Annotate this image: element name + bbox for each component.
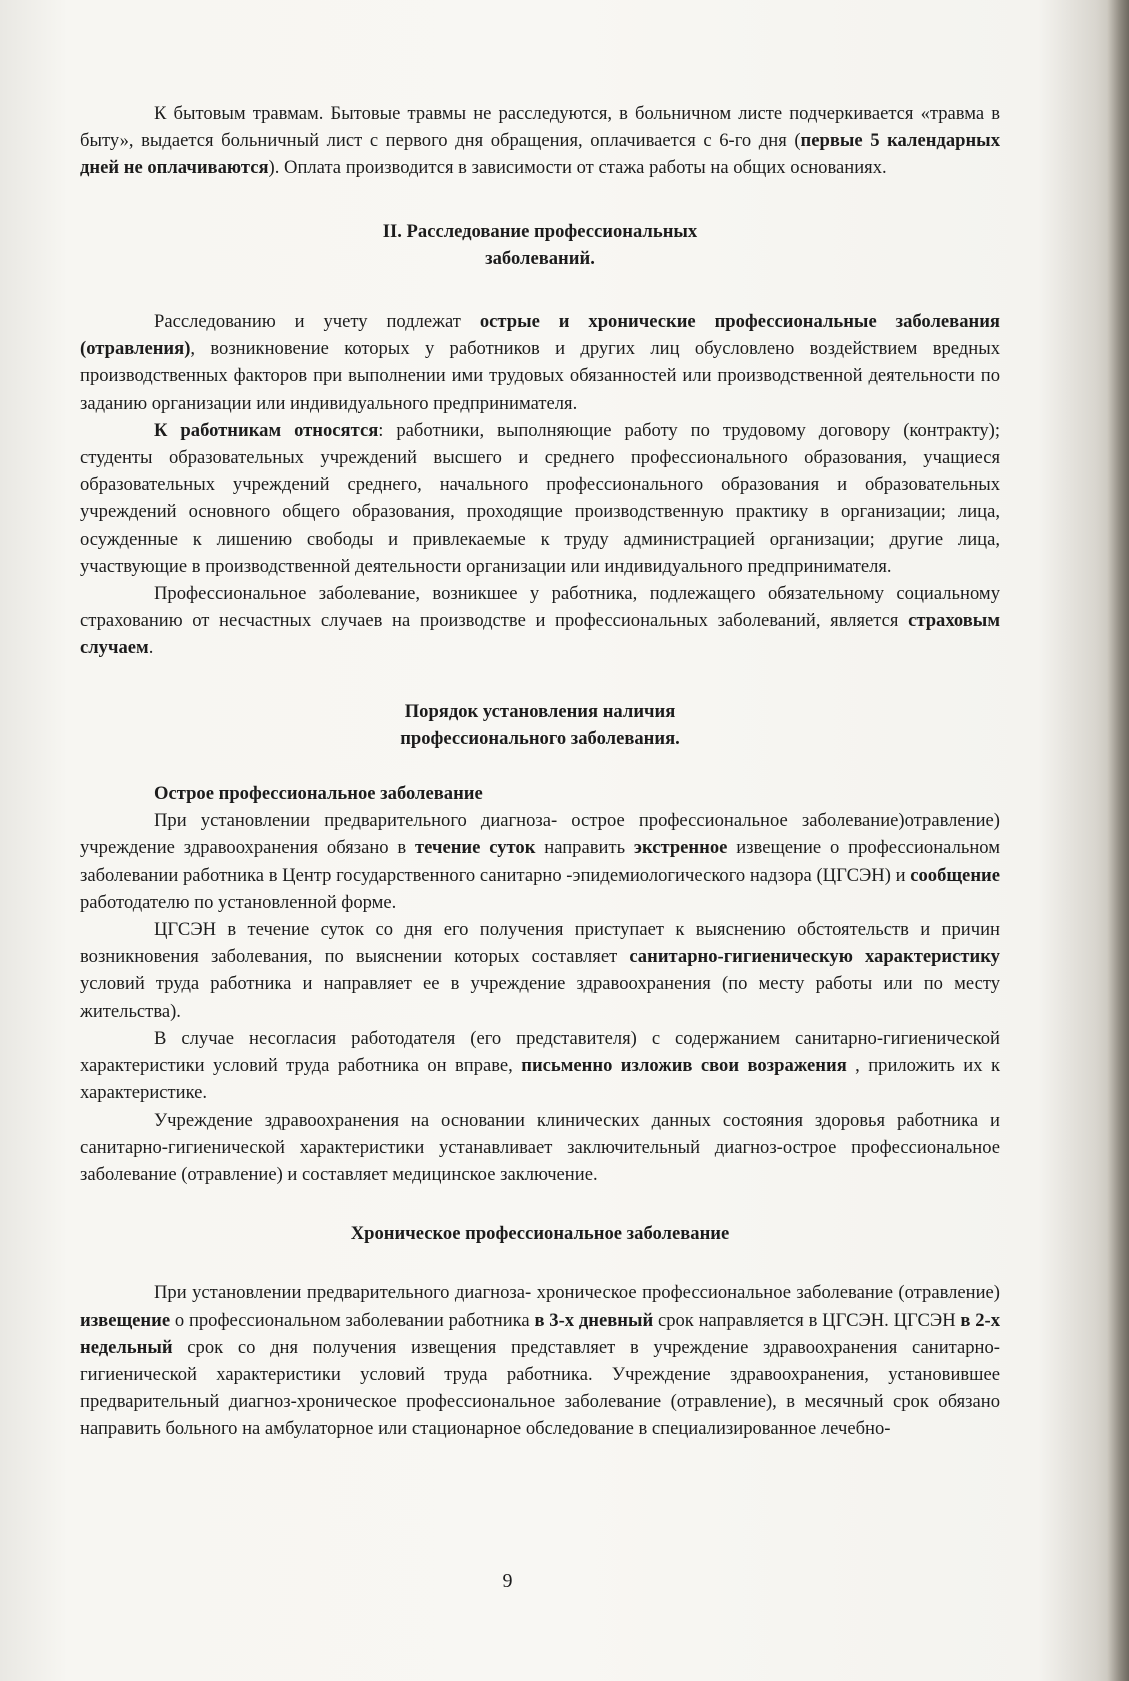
- bold-run: в 3-х дневный: [534, 1309, 654, 1331]
- heading-line: заболеваний.: [485, 247, 595, 269]
- section-heading-procedure: [80, 698, 1000, 752]
- paragraph-domestic-injuries: [80, 100, 1000, 182]
- text-run: срок со дня получения извещения представляет в учреждение здравоохранения санитарно-гигиенической характеристики условий труда работника. Учреждение здравоохранения, установившее предварительный диагноз-хроническое профессиональное заболевание (отравление), в месячный срок обязано направить больного на амбулаторное или стационарное обследование в специализированное лечебно-: [80, 1336, 1000, 1440]
- page-number: 9: [502, 1570, 513, 1592]
- paragraph-chronic-notice: [80, 1279, 1000, 1442]
- text-run: , приложить их к характеристике.: [80, 1055, 1000, 1104]
- text-run: .: [148, 637, 154, 659]
- section-heading-chronic: Хроническое профессиональное заболевание: [350, 1223, 730, 1245]
- page-binding-edge: [1107, 0, 1129, 1681]
- heading-line: II. Расследование профессиональных: [382, 220, 698, 242]
- text-run: направить: [535, 837, 634, 859]
- text-run: срок направляется в ЦГСЭН. ЦГСЭН: [653, 1309, 961, 1331]
- text-run: : работники, выполняющие работу по трудовому договору (контракту); студенты образовательных учреждений высшего и среднего профессионального образования, учащиеся образовательных учреждений среднего, начального профессионального образования и образовательных учреждений основного общего образования, проходящие производственную практику в организации; лица, осужденные к лишению свободы и привлекаемые к труду администрацией организации; другие лица, участвующие в производственной деятельности организации или индивидуального предпринимателя.: [80, 419, 1000, 577]
- subheading-acute: Острое профессиональное заболевание: [154, 783, 483, 805]
- bold-run: письменно изложив свои возражения: [521, 1055, 847, 1077]
- bold-run: острые и хронические профессиональные заболевания (отравления): [80, 311, 1000, 360]
- text-run: работодателю по установленной форме.: [80, 891, 397, 913]
- bold-run: экстренное: [633, 837, 728, 859]
- text-run: ЦГСЭН в течение суток со дня его получения приступает к выяснению обстоятельств и причин возникновения заболевания, по выяснении которых составляет: [80, 919, 1000, 968]
- paragraph-investigation-subject: [80, 308, 1000, 417]
- bold-run: извещение: [80, 1309, 171, 1331]
- bold-run: К работникам относятся: [154, 419, 379, 441]
- page-content: [80, 100, 1000, 1443]
- text-run: ). Оплата производится в зависимости от стажа работы на общих основаниях.: [268, 157, 887, 179]
- bold-run: первые 5 календарных дней не оплачиваются: [80, 130, 1000, 179]
- paragraph-acute-diagnosis: [80, 1107, 1000, 1189]
- paragraph-acute-characteristic: [80, 916, 1000, 1025]
- text-run: условий труда работника и направляет ее в учреждение здравоохранения (по месту работы или по месту жительства).: [80, 973, 1000, 1022]
- paragraph-acute-objection: [80, 1025, 1000, 1107]
- text-run: При установлении предварительного диагноза- острое профессиональное заболевание)отравление) учреждение здравоохранения обязано в: [80, 810, 1000, 859]
- bold-run: течение суток: [415, 837, 536, 859]
- bold-run: страховым случаем: [80, 610, 1000, 659]
- paragraph-acute-notice: [80, 807, 1000, 916]
- bold-run: сообщение: [910, 864, 1000, 886]
- heading-line: Порядок установления наличия: [404, 700, 676, 722]
- paragraph-workers-definition: [80, 417, 1000, 580]
- text-run: , возникновение которых у работников и других лиц обусловлено воздействием вредных производственных факторов при выполнении ими трудовых обязанностей или производственной деятельности по заданию организации или индивидуального предпринимателя.: [80, 338, 1000, 414]
- section-heading-investigation: [80, 218, 1000, 272]
- text-run: извещение о профессиональном заболевании работника в Центр государственного санитарно -эпидемиологического надзора (ЦГСЭН) и: [80, 837, 1000, 886]
- bold-run: санитарно-гигиеническую характеристику: [629, 946, 1000, 968]
- text-run: В случае несогласия работодателя (его представителя) с содержанием санитарно-гигиенической характеристики условий труда работника он вправе,: [80, 1027, 1000, 1077]
- text-run: Расследованию и учету подлежат: [154, 311, 480, 333]
- text-run: К бытовым травмам. Бытовые травмы не расследуются, в больничном листе подчеркивается «травма в быту», выдается больничный лист с первого дня обращения, оплачивается с 6-го дня (: [80, 103, 1000, 152]
- heading-line: профессионального заболевания.: [400, 727, 680, 749]
- bold-run: в 2-х недельный: [80, 1309, 1000, 1358]
- text-run: Учреждение здравоохранения на основании клинических данных состояния здоровья работника и санитарно-гигиенической характеристики устанавливает заключительный диагноз-острое профессиональное заболевание (отравление) и составляет медицинское заключение.: [80, 1109, 1000, 1185]
- paragraph-insurance-case: [80, 580, 1000, 662]
- text-run: о профессиональном заболевании работника: [170, 1309, 535, 1331]
- text-run: При установлении предварительного диагноза- хроническое профессиональное заболевание (отравление): [154, 1282, 1000, 1304]
- text-run: Профессиональное заболевание, возникшее у работника, подлежащего обязательному социальному страхованию от несчастных случаев на производстве и профессиональных заболеваний, является: [80, 583, 1000, 632]
